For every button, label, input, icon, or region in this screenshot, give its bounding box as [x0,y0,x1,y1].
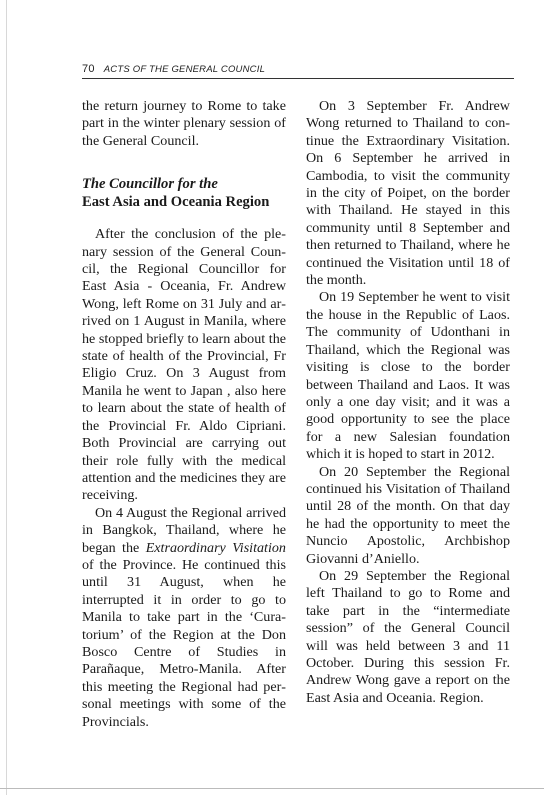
paragraph: On 3 September Fr. Andrew Wong returned to Thailand to continue the Extraordinary Visitation. On 6 September he arrived in Cambodia, to visit the community in the city of Poipet, on the border with Thailand. He stayed in this community until 8 September and then returned to Thailand, where he continued the Visitation until 18 of the month. [306,98,510,289]
paragraph: the return journey to Rome to take part in the winter plenary session of the General Council. [82,98,286,149]
page-bottom-edge [0,788,544,789]
paragraph: On 20 September the Regional continued his Visitation of Thailand until 28 of the month. On that day he had the opportunity to meet the Nuncio Apostolic, Archbishop Giovanni d’Aniello. [306,463,510,567]
paragraph: On 29 September the Regional left Thailand to go to Rome and take part in the “intermediate session” of the General Council will was held between 3 and 11 October. During this session Fr. Andrew Wong gave a report on the East Asia and Oceania. Region. [306,567,510,706]
section-heading-line-2: East Asia and Oceania Region [82,194,270,211]
running-title: ACTS OF THE GENERAL COUNCIL [103,64,266,75]
page-edge [6,0,7,795]
paragraph: On 19 September he went to visit the house in the Republic of Laos. The community of Udonthani in Thailand, which the Regional was visiting is close to the border between Thailand and Laos. It was only a one day visit; and it was a good opportunity to see the place for a new Salesian foundation which it is hoped to start in 2012. [306,289,510,463]
emphasis-text: Extraordinary Visitation [145,539,286,556]
section-heading-line-1: The Councillor for the [82,176,218,193]
paragraph-text: On 4 August the Regional arrived in Bangkok, Thailand, where he began the [82,504,286,556]
header-rule [82,78,514,79]
page-number: 70 [82,63,95,75]
paragraph [82,505,286,731]
section-heading [82,175,286,211]
right-column [306,98,510,707]
left-column [82,98,286,731]
running-header [82,63,265,75]
paragraph: After the conclusion of the plenary session of the General Council, the Regional Councillor for East Asia - Oceania, Fr. Andrew Wong, left Rome on 31 July and arrived on 1 August in Manila, where he stopped briefly to learn about the state of health of the Provincial, Fr Eligio Cruz. On 3 August from Manila he went to Japan , also here to learn about the state of health of the Provincial Fr. Aldo Cipriani. Both Provincial are carrying out their role fully with the medical attention and the medicines they are receiving. [82,226,286,504]
paragraph-text: of the Province. He continued this until 31 August, when he interrupted it in order to go to Manila to take part in the ‘Curatorium’ of the Region at the Don Bosco Centre of Studies in Parañaque, Metro-Manila. After this meeting the Regional had personal meetings with some of the Provincials. [82,556,286,730]
